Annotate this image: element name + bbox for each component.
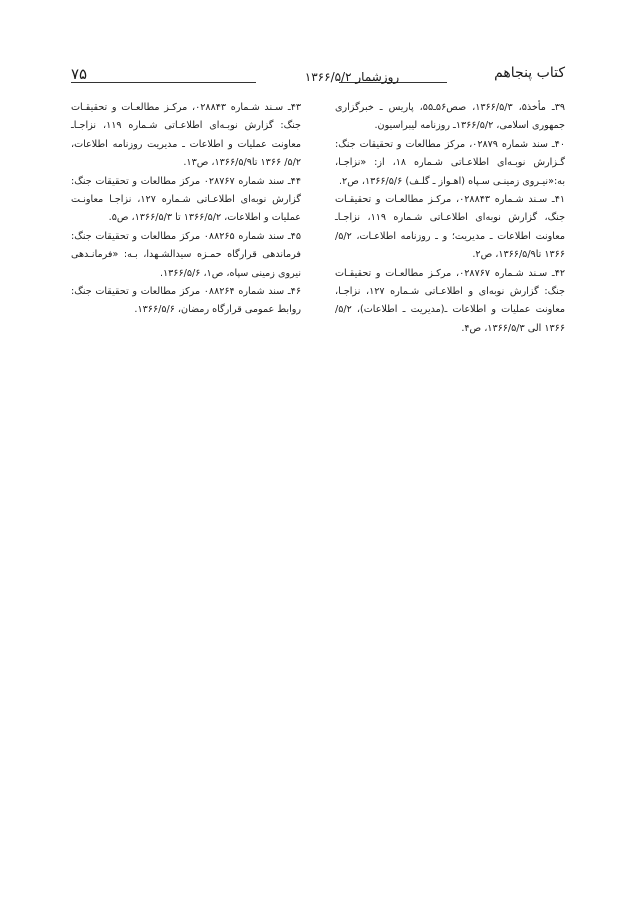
page-header xyxy=(71,63,565,91)
footnote-40: ۴۰ـ سند شماره ۰۲۸۷۹، مرکز مطالعات و تحقیقات جنگ: گـزارش نوبـه‌ای اطلاعـاتی شـماره ۱۸، از: «نزاجـا، به:«نیـروی زمینـی سـپاه (اهـواز ـ گلـف) ۱۳۶۶/۵/۶، ص۲. xyxy=(335,138,565,187)
footnote-42: ۴۲ـ سـند شـماره ۰۲۸۷۶۷، مرکـز مطالعـات و تحقیقـات جنگ: گزارش نوبه‌ای و اطلاعـاتی شـماره ۱۲۷، نزاجـا، معاونت عملیات و اطلاعات ـ(مدیریت ـ اطلاعات)، ۵/۲/ ۱۳۶۶ الی ۱۳۶۶/۵/۳، ص۴. xyxy=(335,267,566,334)
footnote-39: ۳۹ـ مأخذ۵، ۱۳۶۶/۵/۳، صص۵۶ـ۵۵، پاریس ـ خبرگزاری جمهوری اسلامی، ۱۳۶۶/۵/۲ـ روزنامه لیبراسیون. xyxy=(335,102,565,132)
footnote-43: ۴۳ـ سـند شـماره ۰۲۸۸۴۳، مرکـز مطالعـات و تحقیقـات جنگ: گزارش نوبـه‌ای اطلاعـاتی شـماره ۱۱۹، نزاجـاـ معاونت عملیات و اطلاعات ـ مدیریت روزنامه اطلاعات، ۵/۲/ ۱۳۶۶ تا۱۳۶۶/۵/۹، ص۱۳. xyxy=(71,102,302,169)
header-rule-left xyxy=(71,82,256,83)
book-title: کتاب پنجاهم xyxy=(494,65,565,81)
right-column xyxy=(335,99,565,338)
footnote-44: ۴۴ـ سند شماره ۰۲۸۷۶۷ مرکز مطالعات و تحقیقات جنگ: گزارش نوبه‌ای اطلاعـاتی شـماره ۱۲۷، نزاجـا معاونـت عملیات و اطلاعات، ۱۳۶۶/۵/۲ تا ۱۳۶۶/۵/۳، ص۵. xyxy=(71,175,302,224)
footnote-columns xyxy=(71,99,565,338)
running-head: روزشمار ۱۳۶۶/۵/۲ xyxy=(304,70,400,84)
page-number: ۷۵ xyxy=(71,65,88,83)
footnote-46: ۴۶ـ سند شماره ۰۸۸۲۶۴ مرکز مطالعات و تحقیقات جنگ: روابط عمومی قرارگاه رمضان، ۱۳۶۶/۵/۶. xyxy=(71,286,301,316)
left-column xyxy=(71,99,301,338)
footnote-41: ۴۱ـ سـند شـماره ۰۲۸۸۴۳، مرکـز مطالعـات و تحقیقـات جنگ، گزارش نوبه‌ای اطلاعـاتی شـماره ۱۱۹، نزاجـاـ معاونت اطلاعات ـ مدیریت؛ و ـ روزنامه اطلاعـات، ۵/۲/ ۱۳۶۶ تا۱۳۶۶/۵/۹، ص۲. xyxy=(335,194,566,261)
footnote-45: ۴۵ـ سند شماره ۰۸۸۲۶۵ مرکز مطالعات و تحقیقات جنگ: فرماندهی قرارگاه حمـزه سیدالشـهدا، بـه: «فرمانـدهی نیروی زمینی سپاه، ص۱، ۱۳۶۶/۵/۶. xyxy=(71,230,301,279)
